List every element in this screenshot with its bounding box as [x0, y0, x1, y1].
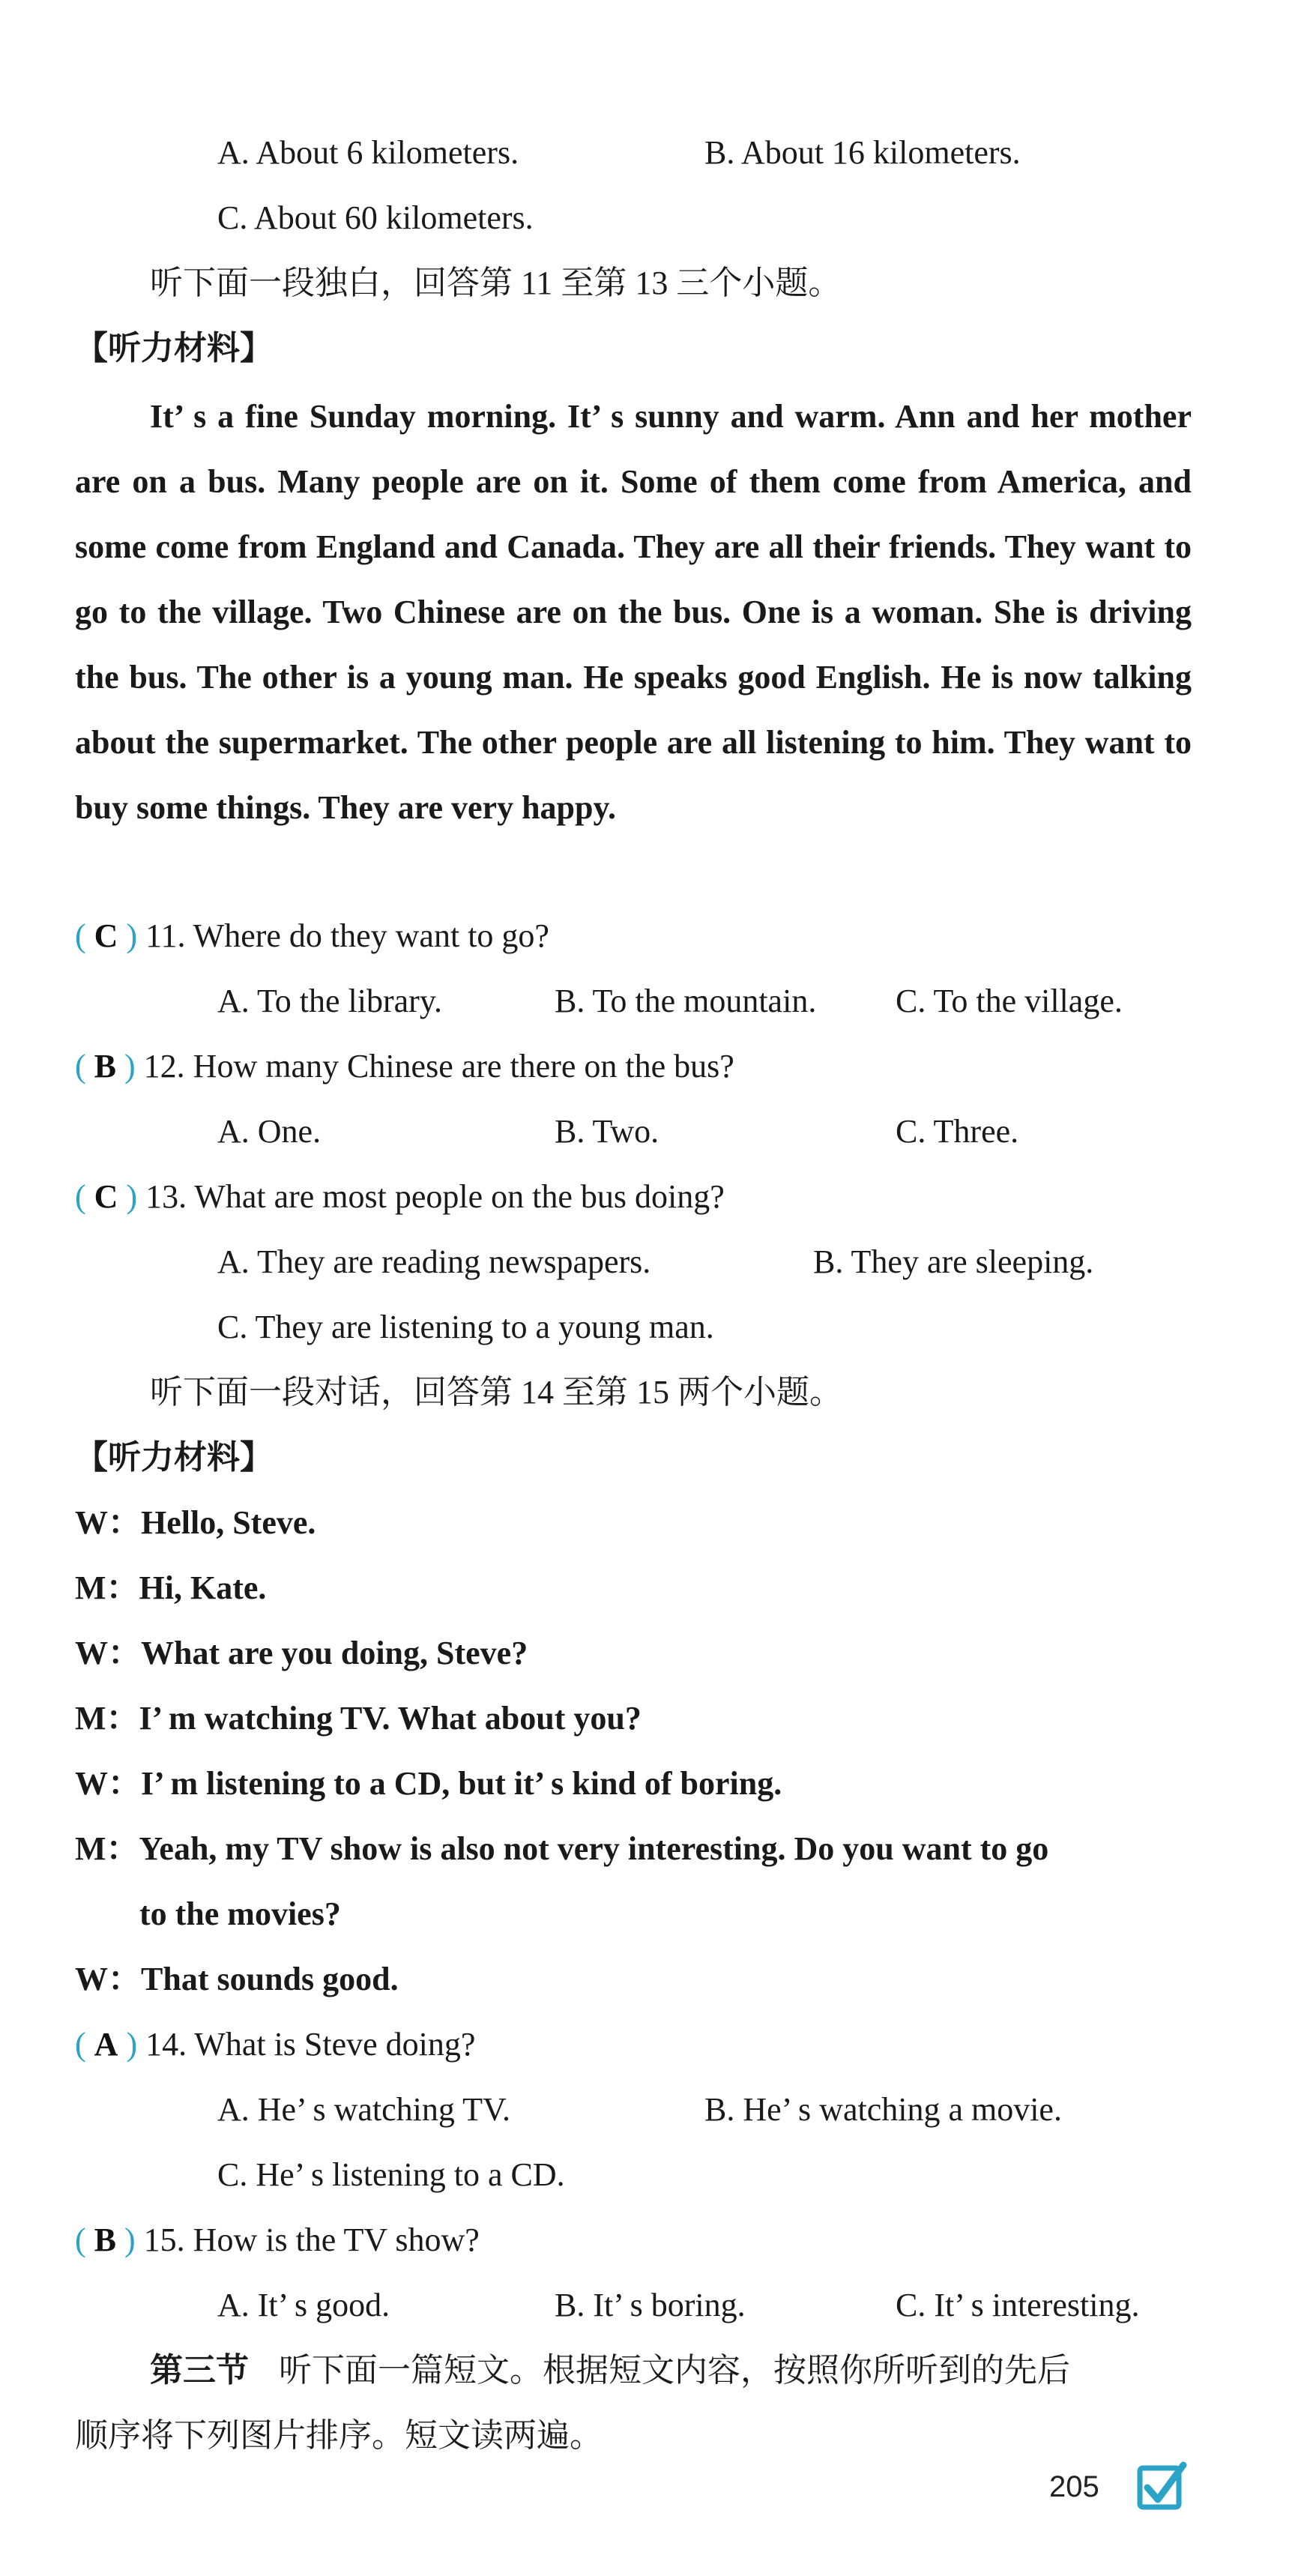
speaker-label: M：	[75, 1700, 139, 1737]
answer-paren-close: )	[118, 917, 146, 954]
dialogue-line	[75, 1632, 528, 1674]
option-13-b: B. They are sleeping.	[813, 1243, 1094, 1280]
question-14-text: 14. What is Steve doing?	[145, 2026, 476, 2063]
question-12-text: 12. How many Chinese are there on the bus?	[143, 1048, 734, 1085]
option-14-c: C. He’ s listening to a CD.	[217, 2156, 565, 2193]
question-13	[75, 1176, 725, 1218]
option-13-a: A. They are reading newspapers.	[217, 1243, 651, 1280]
dialogue-text: I’ m watching TV. What about you?	[139, 1700, 642, 1737]
option-11-a: A. To the library.	[217, 983, 442, 1019]
question-15-text: 15. How is the TV show?	[143, 2221, 480, 2258]
option-14-a: A. He’ s watching TV.	[217, 2091, 511, 2128]
page-number: 205	[1049, 2470, 1099, 2503]
option-11-b: B. To the mountain.	[555, 983, 817, 1019]
answer-paren-open: (	[75, 917, 94, 954]
speaker-label: W：	[75, 1961, 141, 1997]
dialogue-text: Hi, Kate.	[139, 1569, 267, 1606]
option-14-b: B. He’ s watching a movie.	[704, 2091, 1062, 2128]
material-heading-2: 【听力材料】	[75, 1439, 273, 1476]
dialogue-line	[75, 1567, 266, 1609]
option-15-c: C. It’ s interesting.	[896, 2287, 1140, 2323]
dialogue-text: Yeah, my TV show is also not very interesting. Do you want to go	[139, 1830, 1049, 1867]
option-15-a: A. It’ s good.	[217, 2287, 390, 2323]
speaker-label: W：	[75, 1765, 141, 1802]
answer-paren-open: (	[75, 2221, 94, 2258]
section-3-title: 第三节	[150, 2352, 249, 2389]
dialogue-line	[75, 1958, 399, 2000]
option-15-b: B. It’ s boring.	[555, 2287, 746, 2323]
question-11	[75, 915, 549, 957]
question-14	[75, 2024, 475, 2066]
question-12	[75, 1046, 734, 1088]
answer-paren-close: )	[116, 1048, 144, 1085]
dialogue-text: That sounds good.	[141, 1961, 399, 1997]
section-3-line-2: 顺序将下列图片排序。短文读两遍。	[75, 2417, 603, 2454]
answer-14: A	[94, 2026, 118, 2063]
answer-paren-close: )	[118, 2026, 146, 2063]
answer-paren-close: )	[118, 1178, 146, 1215]
material-heading-1: 【听力材料】	[75, 330, 273, 367]
answer-15: B	[94, 2221, 117, 2258]
option-12-c: C. Three.	[896, 1113, 1019, 1150]
option-10-c: C. About 60 kilometers.	[217, 199, 534, 236]
speaker-label: M：	[75, 1830, 139, 1867]
answer-paren-open: (	[75, 2026, 94, 2063]
instruction-11-13: 听下面一段独白，回答第 11 至第 13 三个小题。	[150, 265, 842, 301]
dialogue-text: I’ m listening to a CD, but it’ s kind of boring.	[141, 1765, 782, 1802]
option-12-a: A. One.	[217, 1113, 322, 1150]
option-10-b: B. About 16 kilometers.	[704, 134, 1021, 171]
speaker-label: W：	[75, 1635, 141, 1671]
answer-paren-open: (	[75, 1048, 94, 1085]
option-13-c: C. They are listening to a young man.	[217, 1309, 714, 1345]
speaker-label: M：	[75, 1569, 139, 1606]
answer-paren-close: )	[116, 2221, 144, 2258]
answer-13: C	[94, 1178, 118, 1215]
question-13-text: 13. What are most people on the bus doing?	[145, 1178, 725, 1215]
dialogue-text: What are you doing, Steve?	[141, 1635, 528, 1671]
question-11-text: 11. Where do they want to go?	[145, 917, 549, 954]
dialogue-line	[75, 1698, 642, 1740]
option-11-c: C. To the village.	[896, 983, 1123, 1019]
section-3-text-1: 听下面一篇短文。根据短文内容，按照你所听到的先后	[279, 2352, 1070, 2389]
monologue-paragraph: It’ s a fine Sunday morning. It’ s sunny and warm. Ann and her mother are on a bus. Many people are on it. Some of them come from America, and some come from England and Canada. They are all their friends. They want to go to the village. Two Chinese are on the bus. One is a woman. She is driving the bus. The other is a young man. He speaks good English. He is now talking about the supermarket. The other people are all listening to him. They want to buy some things. They are very happy.	[75, 398, 1192, 826]
dialogue-line	[75, 1763, 782, 1805]
option-12-b: B. Two.	[555, 1113, 659, 1150]
section-3-line-1	[150, 2350, 1070, 2392]
answer-paren-open: (	[75, 1178, 94, 1215]
dialogue-line	[75, 1502, 316, 1544]
dialogue-line	[75, 1828, 1048, 1870]
instruction-14-15: 听下面一段对话，回答第 14 至第 15 两个小题。	[150, 1374, 842, 1411]
answer-12: B	[94, 1048, 117, 1085]
option-10-a: A. About 6 kilometers.	[217, 134, 519, 171]
answer-11: C	[94, 917, 118, 954]
question-15	[75, 2219, 480, 2261]
dialogue-text: Hello, Steve.	[141, 1504, 316, 1541]
dialogue-continuation: to the movies?	[139, 1895, 341, 1932]
speaker-label: W：	[75, 1504, 141, 1541]
checkbox-check-icon	[1135, 2461, 1188, 2513]
